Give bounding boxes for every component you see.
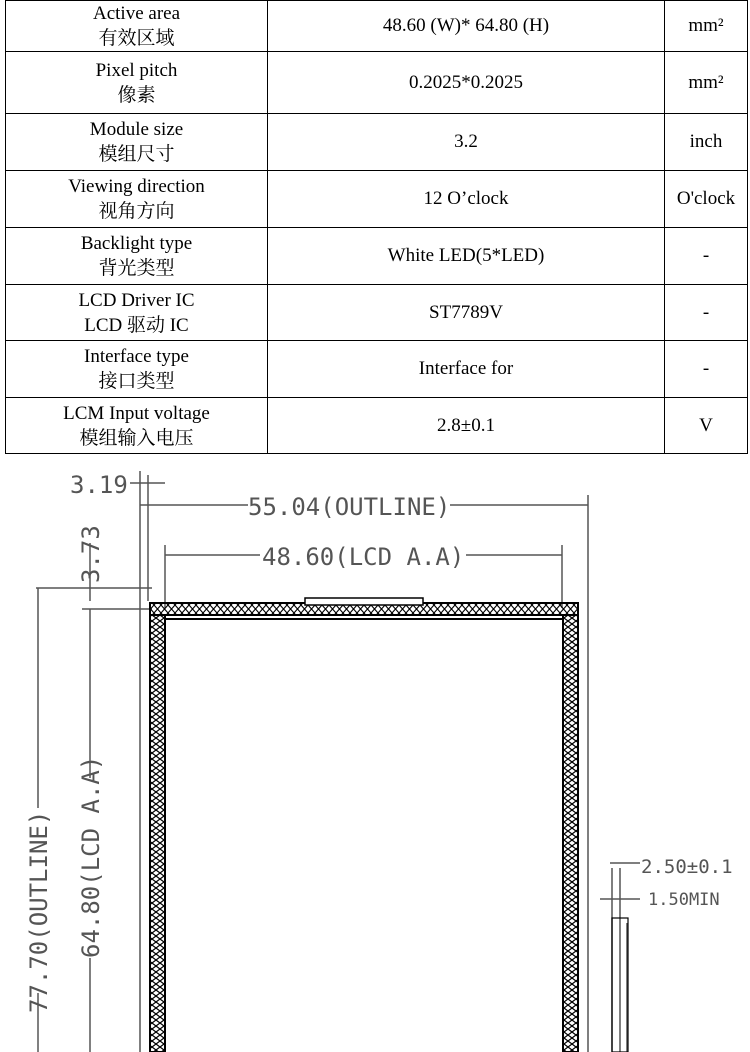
param-name-cn: LCD 驱动 IC <box>84 314 189 336</box>
param-unit: - <box>665 285 748 341</box>
module-outline <box>150 598 628 1052</box>
spec-row-input-voltage <box>6 398 748 454</box>
param-unit: mm² <box>665 52 748 114</box>
param-name-en: Backlight type <box>80 233 193 254</box>
spec-row-module-size <box>6 114 748 171</box>
param-name-cn: 背光类型 <box>98 258 175 279</box>
param-unit: - <box>665 228 748 285</box>
param-name-cn: 模组尺寸 <box>98 144 175 165</box>
dim-left-offset: 3.19 <box>70 471 128 499</box>
dim-outline-height: 77.70(OUTLINE) <box>25 810 53 1013</box>
dim-aa-width: 48.60(LCD A.A) <box>262 543 465 571</box>
param-unit: O'clock <box>665 171 748 228</box>
param-name-en: Active area <box>92 3 181 24</box>
param-name-cn: 有效区域 <box>98 28 175 49</box>
param-name-en: Module size <box>89 119 184 140</box>
param-name-cn: 模组输入电压 <box>79 427 194 449</box>
spec-row-driver-ic <box>6 285 748 341</box>
param-name-cn: 接口类型 <box>98 371 175 392</box>
param-unit: mm² <box>665 1 748 52</box>
param-value: White LED(5*LED) <box>268 228 665 285</box>
mechanical-drawing <box>0 453 750 1052</box>
param-name <box>6 52 268 114</box>
spec-row-viewing-direction <box>6 171 748 228</box>
param-value: 48.60 (W)* 64.80 (H) <box>268 1 665 52</box>
param-name-en: LCM Input voltage <box>63 402 210 424</box>
param-value: 3.2 <box>268 114 665 171</box>
param-value: ST7789V <box>268 285 665 341</box>
param-value: 12 O’clock <box>268 171 665 228</box>
param-unit: - <box>665 341 748 398</box>
param-name-en: Pixel pitch <box>95 59 178 81</box>
param-unit: V <box>665 398 748 454</box>
param-name <box>6 285 268 341</box>
param-name <box>6 228 268 285</box>
param-name-en: LCD Driver IC <box>78 289 195 311</box>
param-name <box>6 341 268 398</box>
param-value: 0.2025*0.2025 <box>268 52 665 114</box>
param-value: Interface for <box>268 341 665 398</box>
param-name <box>6 1 268 52</box>
param-name-cn: 视角方向 <box>98 201 175 222</box>
dim-side-min: 1.50MIN <box>648 890 720 910</box>
dim-side-thickness: 2.50±0.1 <box>641 856 733 878</box>
param-name-cn: 像素 <box>117 84 156 106</box>
spec-row-interface-type <box>6 341 748 398</box>
spec-row-active-area <box>6 1 748 52</box>
param-name-en: Viewing direction <box>68 176 205 197</box>
param-unit: inch <box>665 114 748 171</box>
param-name <box>6 171 268 228</box>
param-name <box>6 398 268 454</box>
spec-row-pixel-pitch <box>6 52 748 114</box>
param-name-en: Interface type <box>84 346 189 367</box>
param-name <box>6 114 268 171</box>
dim-top-offset: 3.73 <box>77 525 105 583</box>
dim-outline-width: 55.04(OUTLINE) <box>248 493 451 521</box>
dim-aa-height: 64.80(LCD A.A) <box>77 755 105 958</box>
param-value: 2.8±0.1 <box>268 398 665 454</box>
spec-table <box>5 0 748 454</box>
spec-row-backlight-type <box>6 228 748 285</box>
